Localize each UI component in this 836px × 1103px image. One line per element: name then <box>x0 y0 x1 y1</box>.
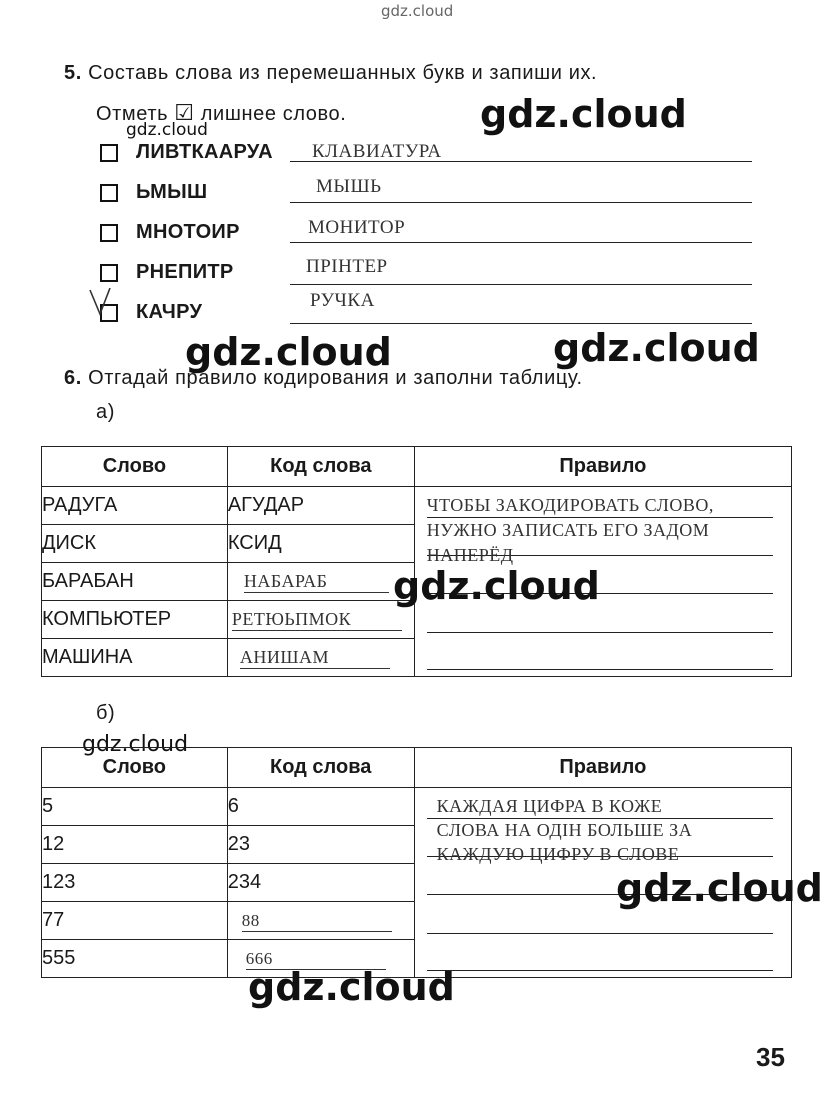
answer-line <box>290 323 752 324</box>
task5-instruction-part: лишнее слово. <box>200 103 347 125</box>
rule-line <box>427 818 773 819</box>
watermark: gdz.cloud <box>185 330 392 374</box>
rule-line <box>427 669 773 670</box>
checkbox-checked-icon: ☑ <box>174 100 195 125</box>
rule-text: КАЖДУЮ ЦИФРУ В СЛОВЕ <box>436 844 680 864</box>
answer-word: РУЧКА <box>310 290 375 311</box>
cell-code-handwritten <box>227 563 414 601</box>
scrambled-word: МНОТОИР <box>136 221 240 243</box>
scrambled-word: ЛИВТКААРУА <box>136 141 273 163</box>
cell-word: 555 <box>42 940 228 978</box>
watermark: gdz.cloud <box>393 564 600 608</box>
watermark-top: gdz.cloud <box>381 2 454 20</box>
cell-word: 12 <box>42 826 228 864</box>
part-b-label: б) <box>96 702 116 724</box>
task6-instruction: Отгадай правило кодирования и заполни таблицу. <box>88 367 583 389</box>
header-code: Код слова <box>227 447 414 487</box>
handwritten-code: 88 <box>242 911 392 932</box>
watermark-small: gdz.cloud <box>126 120 208 140</box>
rule-line <box>427 970 773 971</box>
rule-text: НУЖНО ЗАПИСАТЬ ЕГО ЗАДОМ <box>426 520 710 540</box>
checkbox[interactable] <box>100 264 118 282</box>
handwritten-code: РЕТЮЬПМОК <box>232 609 402 631</box>
cell-code: 234 <box>227 864 414 902</box>
header-rule: Правило <box>414 447 791 487</box>
answer-word: ПРІНТЕР <box>306 256 388 277</box>
cell-word: МАШИНА <box>42 639 228 677</box>
header-word: Слово <box>42 447 228 487</box>
header-code: Код слова <box>227 748 414 788</box>
cell-code: КСИД <box>227 525 414 563</box>
scrambled-word: РНЕПИТР <box>136 261 234 283</box>
answer-line <box>290 161 752 162</box>
cell-word: 5 <box>42 788 228 826</box>
task5-line1 <box>64 62 597 85</box>
task5-number: 5. <box>64 62 82 84</box>
watermark: gdz.cloud <box>553 326 760 370</box>
table-b <box>41 747 792 978</box>
cell-code-handwritten <box>227 902 414 940</box>
cell-word: 77 <box>42 902 228 940</box>
answer-line <box>290 202 752 203</box>
cell-code: АГУДАР <box>227 487 414 525</box>
header-rule: Правило <box>414 748 791 788</box>
checkbox[interactable] <box>100 184 118 202</box>
task6-number: 6. <box>64 367 82 389</box>
task5-instruction-part: Отметь <box>96 103 169 125</box>
rule-text: НАПЕРЁД <box>426 545 514 565</box>
scrambled-word: ЬМЫШ <box>136 181 208 203</box>
watermark: gdz.cloud <box>248 965 455 1009</box>
answer-word: МЫШЬ <box>316 176 382 197</box>
part-a-label: а) <box>96 401 115 423</box>
cell-word: ДИСК <box>42 525 228 563</box>
cell-word: КОМПЬЮТЕР <box>42 601 228 639</box>
rule-text: СЛОВА НА ОДІН БОЛЬШЕ ЗА <box>436 820 693 840</box>
word-item <box>98 217 758 250</box>
checkmark-icon <box>88 288 124 328</box>
rule-line <box>427 632 773 633</box>
answer-line <box>290 242 752 243</box>
answer-line <box>290 284 752 285</box>
task5-instruction: Составь слова из перемешанных букв и запиши их. <box>88 62 598 84</box>
watermark: gdz.cloud <box>616 866 823 910</box>
rule-line <box>427 517 773 518</box>
cell-code: 23 <box>227 826 414 864</box>
scrambled-word: КАЧРУ <box>136 301 203 323</box>
answer-word: МОНИТОР <box>308 217 406 238</box>
rule-text: КАЖДАЯ ЦИФРА В КОЖЕ <box>436 796 663 816</box>
answer-word: КЛАВИАТУРА <box>312 141 442 162</box>
handwritten-code: 666 <box>246 949 386 970</box>
cell-code-handwritten <box>227 601 414 639</box>
handwritten-code: АНИШАМ <box>240 647 390 669</box>
rule-text: ЧТОБЫ ЗАКОДИРОВАТЬ СЛОВО, <box>426 495 714 515</box>
header-word: Слово <box>42 748 228 788</box>
table-a <box>41 446 792 677</box>
checkbox[interactable] <box>100 224 118 242</box>
checkbox[interactable] <box>100 144 118 162</box>
word-item <box>98 140 758 170</box>
cell-word: РАДУГА <box>42 487 228 525</box>
cell-code: 6 <box>227 788 414 826</box>
word-item <box>98 176 758 210</box>
cell-word: 123 <box>42 864 228 902</box>
rule-line <box>427 933 773 934</box>
cell-word: БАРАБАН <box>42 563 228 601</box>
handwritten-code: НАБАРАБ <box>244 571 389 593</box>
cell-code-handwritten <box>227 639 414 677</box>
watermark-small: gdz.cloud <box>82 732 189 757</box>
watermark: gdz.cloud <box>480 92 687 136</box>
task6-line <box>64 367 583 390</box>
word-item <box>98 256 758 290</box>
page-number: 35 <box>756 1042 785 1072</box>
